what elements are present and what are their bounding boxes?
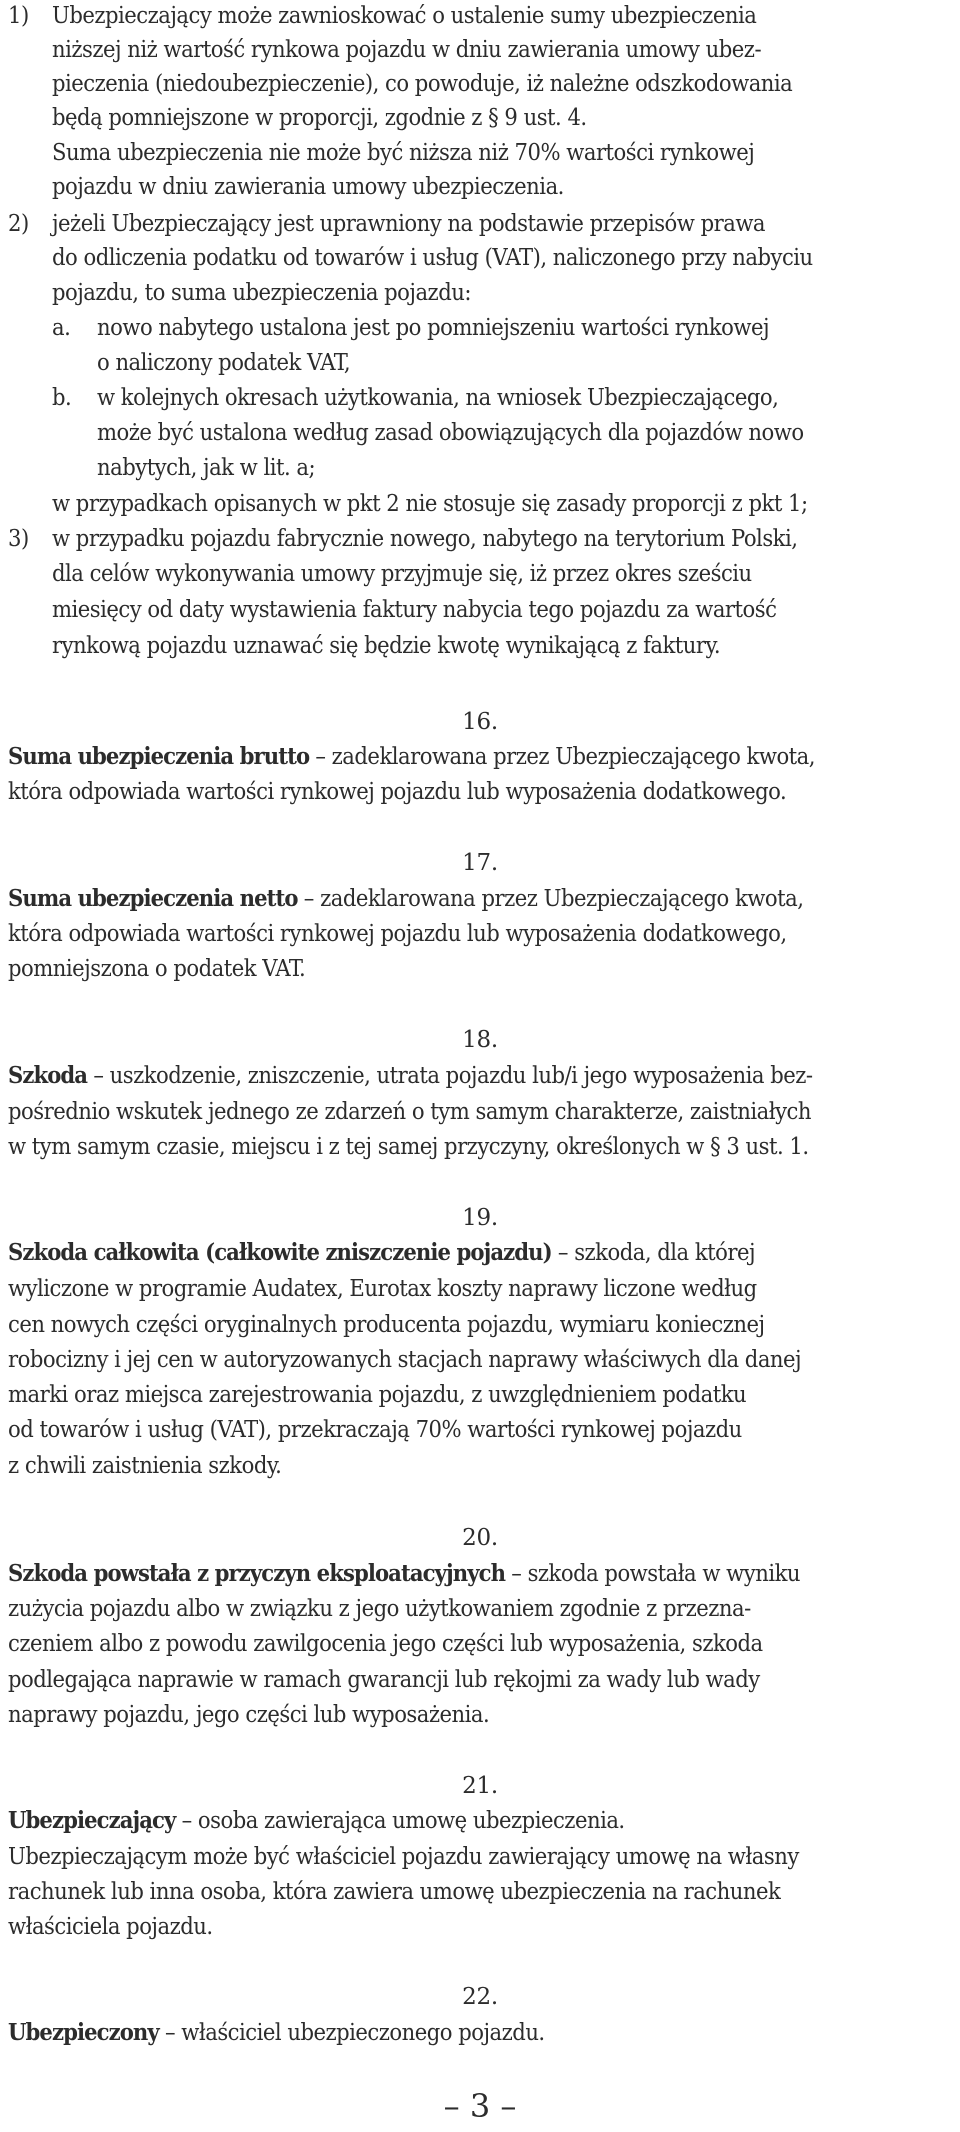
list-item-1-line — [0, 99, 960, 135]
definition-line — [0, 1411, 960, 1447]
text-line: rachunek lub inna osoba, która zawiera umowę ubezpieczenia na rachunek — [8, 1877, 781, 1905]
definition-line — [0, 1341, 960, 1377]
text-line: naprawy pojazdu, jego części lub wyposażenia. — [8, 1700, 490, 1728]
text-line: może być ustalona według zasad obowiązujących dla pojazdów nowo — [97, 418, 804, 446]
sub-item-a-line — [0, 344, 960, 380]
text-line: która odpowiada wartości rynkowej pojazdu lub wyposażenia dodatkowego, — [8, 919, 787, 947]
definition-line — [0, 1128, 960, 1164]
definition-line — [0, 1838, 960, 1874]
list-number: 1) — [8, 1, 29, 29]
definition-line — [0, 1270, 960, 1306]
list-number: 3) — [8, 524, 29, 552]
text-line: pośrednio wskutek jednego ze zdarzeń o tym samym charakterze, zaistniałych — [8, 1097, 811, 1125]
text-line: nabytych, jak w lit. a; — [97, 453, 316, 481]
definition-term: Suma ubezpieczenia netto — [8, 884, 298, 912]
text-line: Ubezpieczającym może być właściciel pojazdu zawierający umowę na własny — [8, 1842, 799, 1870]
list-item-1-line — [0, 134, 960, 170]
sub-item-a-line — [0, 309, 960, 345]
definition-line — [0, 1447, 960, 1483]
list-item-1-line — [0, 0, 960, 33]
definition-text: – zadeklarowana przez Ubezpieczającego kwota, — [309, 742, 815, 770]
text-line: cen nowych części oryginalnych producenta pojazdu, wymiaru koniecznej — [8, 1310, 765, 1338]
text-line: jeżeli Ubezpieczający jest uprawniony na podstawie przepisów prawa — [52, 209, 766, 237]
list-item-2-line — [0, 274, 960, 310]
section-number: 16. — [462, 709, 498, 735]
section-number: 21. — [462, 1773, 498, 1799]
definition-text: – właściciel ubezpieczonego pojazdu. — [158, 2018, 545, 2046]
text-line: marki oraz miejsca zarejestrowania pojazdu, z uwzględnieniem podatku — [8, 1380, 747, 1408]
definition-line — [0, 1802, 960, 1838]
definition-line — [0, 1590, 960, 1626]
text-line: do odliczenia podatku od towarów i usług (VAT), naliczonego przy nabyciu — [52, 243, 813, 271]
text-line: z chwili zaistnienia szkody. — [8, 1451, 282, 1479]
sub-letter: b. — [52, 383, 72, 411]
page-number: – 3 – — [443, 2087, 517, 2125]
definition-text: – osoba zawierająca umowę ubezpieczenia. — [175, 1806, 625, 1834]
list-item-1-line — [0, 31, 960, 67]
definition-text: – uszkodzenie, zniszczenie, utrata pojazdu lub/i jego wyposażenia bez- — [87, 1061, 813, 1089]
sub-item-b-line — [0, 449, 960, 485]
text-line: pieczenia (niedoubezpieczenie), co powoduje, iż należne odszkodowania — [52, 69, 793, 97]
definition-line — [0, 1873, 960, 1909]
section-number: 17. — [462, 850, 498, 876]
section-number: 19. — [462, 1205, 498, 1231]
definition-line — [0, 1661, 960, 1697]
definition-line — [0, 1093, 960, 1129]
text-line: która odpowiada wartości rynkowej pojazdu lub wyposażenia dodatkowego. — [8, 777, 787, 805]
text-line: o naliczony podatek VAT, — [97, 348, 351, 376]
definition-term: Ubezpieczony — [8, 2018, 159, 2046]
definition-line — [0, 773, 960, 809]
list-item-1-line — [0, 65, 960, 101]
text-line: pojazdu w dniu zawierania umowy ubezpieczenia. — [52, 172, 564, 200]
list-item-3-line — [0, 591, 960, 627]
text-line: podlegająca naprawie w ramach gwarancji lub rękojmi za wady lub wady — [8, 1665, 760, 1693]
section-number: 22. — [462, 1984, 498, 2010]
sub-letter: a. — [52, 313, 71, 341]
definition-line — [0, 1625, 960, 1661]
text-line: będą pomniejszone w proporcji, zgodnie z § 9 ust. 4. — [52, 103, 587, 131]
definition-line — [0, 880, 960, 916]
definition-text: – szkoda powstała w wyniku — [505, 1559, 801, 1587]
text-line: pomniejszona o podatek VAT. — [8, 954, 306, 982]
text-line: w tym samym czasie, miejscu i z tej samej przyczyny, określonych w § 3 ust. 1. — [8, 1132, 809, 1160]
definition-line — [0, 1376, 960, 1412]
text-line: od towarów i usług (VAT), przekraczają 70% wartości rynkowej pojazdu — [8, 1415, 742, 1443]
text-line: rynkową pojazdu uznawać się będzie kwotę wynikającą z faktury. — [52, 631, 721, 659]
text-line: Ubezpieczający może zawnioskować o ustalenie sumy ubezpieczenia — [52, 1, 757, 29]
definition-line — [0, 1057, 960, 1093]
list-item-2-after-line — [0, 485, 960, 521]
text-line: w kolejnych okresach użytkowania, na wniosek Ubezpieczającego, — [97, 383, 779, 411]
definition-line — [0, 950, 960, 986]
section-number: 18. — [462, 1027, 498, 1053]
text-line: niższej niż wartość rynkowa pojazdu w dniu zawierania umowy ubez- — [52, 35, 762, 63]
text-line: wyliczone w programie Audatex, Eurotax koszty naprawy liczone według — [8, 1274, 757, 1302]
definition-term: Szkoda powstała z przyczyn eksploatacyjnych — [8, 1559, 506, 1587]
list-item-1-line — [0, 168, 960, 204]
definition-line — [0, 1234, 960, 1270]
definition-term: Suma ubezpieczenia brutto — [8, 742, 310, 770]
text-line: zużycia pojazdu albo w związku z jego użytkowaniem zgodnie z przezna- — [8, 1594, 751, 1622]
text-line: miesięcy od daty wystawienia faktury nabycia tego pojazdu za wartość — [52, 595, 777, 623]
definition-line — [0, 915, 960, 951]
sub-item-b-line — [0, 379, 960, 415]
text-line: dla celów wykonywania umowy przyjmuje się, iż przez okres sześciu — [52, 559, 752, 587]
text-line: czeniem albo z powodu zawilgocenia jego części lub wyposażenia, szkoda — [8, 1629, 763, 1657]
definition-text: – zadeklarowana przez Ubezpieczającego kwota, — [297, 884, 804, 912]
definition-line — [0, 1908, 960, 1944]
text-line: właściciela pojazdu. — [8, 1912, 213, 1940]
text-line: pojazdu, to suma ubezpieczenia pojazdu: — [52, 278, 471, 306]
definition-line — [0, 2014, 960, 2050]
list-item-3-line — [0, 555, 960, 591]
definition-line — [0, 1555, 960, 1591]
definition-term: Ubezpieczający — [8, 1806, 176, 1834]
text-line: w przypadkach opisanych w pkt 2 nie stosuje się zasady proporcji z pkt 1; — [52, 489, 808, 517]
text-line: w przypadku pojazdu fabrycznie nowego, nabytego na terytorium Polski, — [52, 524, 798, 552]
section-number: 20. — [462, 1525, 498, 1551]
list-item-3-line — [0, 627, 960, 663]
list-number: 2) — [8, 209, 29, 237]
definition-text: – szkoda, dla której — [551, 1238, 756, 1266]
list-item-3-line — [0, 520, 960, 556]
text-line: robocizny i jej cen w autoryzowanych stacjach naprawy właściwych dla danej — [8, 1345, 802, 1373]
definition-line — [0, 1696, 960, 1732]
definition-term: Szkoda całkowita (całkowite zniszczenie pojazdu) — [8, 1238, 552, 1266]
text-line: nowo nabytego ustalona jest po pomniejszeniu wartości rynkowej — [97, 313, 770, 341]
text-line: Suma ubezpieczenia nie może być niższa niż 70% wartości rynkowej — [52, 138, 755, 166]
list-item-2-line — [0, 205, 960, 241]
definition-line — [0, 738, 960, 774]
definition-line — [0, 1306, 960, 1342]
definition-term: Szkoda — [8, 1061, 88, 1089]
sub-item-b-line — [0, 414, 960, 450]
list-item-2-line — [0, 239, 960, 275]
